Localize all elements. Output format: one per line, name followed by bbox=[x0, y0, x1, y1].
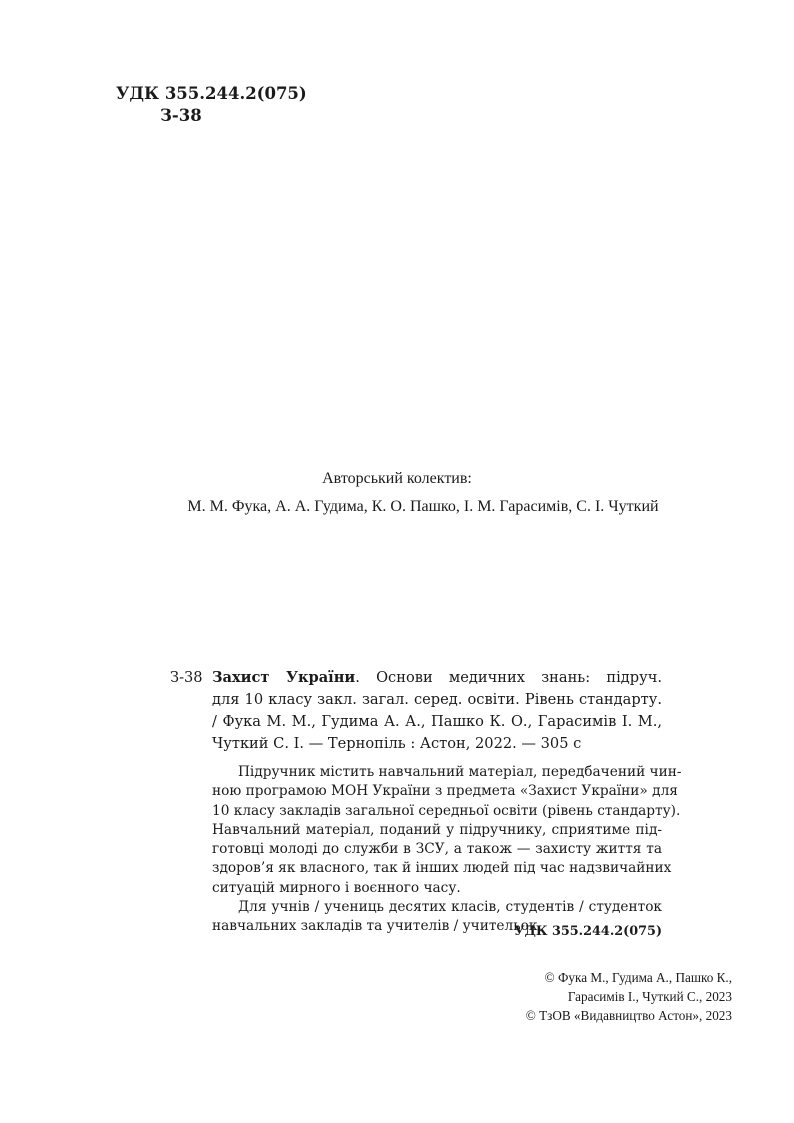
audience-line: Для учнів / учениць десятих класів, студентів / студенток bbox=[238, 899, 662, 916]
authors-names: М. М. Фука, А. А. Гудима, К. О. Пашко, І. М. Гарасимів, С. І. Чуткий bbox=[187, 498, 659, 515]
annotation-line: Навчальний матеріал, поданий у підручнику, сприятиме під- bbox=[212, 821, 662, 838]
biblio-line: для 10 класу закл. загал. серед. освіти. Рівень стандарту. bbox=[212, 691, 662, 708]
annotation-line: 10 класу закладів загальної середньої освіти (рівень стандарту). bbox=[212, 802, 681, 819]
annotation-line: здоров’я як власного, так й інших людей під час надзвичайних bbox=[212, 860, 672, 877]
annotation-line: ною програмою МОН України з предмета «Захист України» для bbox=[212, 783, 678, 800]
book-title: Захист України bbox=[212, 669, 356, 686]
copyright-authors: © Фука М., Гудима А., Пашко К., bbox=[544, 970, 732, 985]
biblio-line: Захист України. Основи медичних знань: підруч. bbox=[212, 669, 662, 686]
audience-line: навчальних закладів та учителів / учительок. bbox=[212, 918, 542, 935]
authors-heading: Авторський колектив: bbox=[322, 470, 472, 487]
annotation-line: Підручник містить навчальний матеріал, передбачений чин- bbox=[238, 764, 682, 780]
biblio-line: / Фука М. М., Гудима А. А., Пашко К. О., Гарасимів І. М., bbox=[212, 713, 662, 730]
bibliographic-record bbox=[212, 667, 662, 755]
annotation-line: готовці молоді до служби в ЗСУ, а також — захисту життя та bbox=[212, 841, 662, 858]
biblio-author-mark: З-38 bbox=[170, 669, 203, 686]
udk-footer: УДК 355.244.2(075) bbox=[514, 924, 662, 939]
author-mark: З-38 bbox=[160, 106, 202, 125]
copyright-publisher: © ТзОВ «Видавництво Астон», 2023 bbox=[525, 1008, 732, 1023]
annotation-line: ситуацій мирного і воєнного часу. bbox=[212, 879, 461, 896]
annotation bbox=[212, 763, 682, 937]
udk-header bbox=[116, 83, 307, 127]
copyright-block bbox=[380, 968, 732, 1025]
copyright-authors-cont: Гарасимів І., Чуткий С., 2023 bbox=[567, 989, 732, 1004]
biblio-line: Чуткий С. І. — Тернопіль : Астон, 2022. — 305 с bbox=[212, 735, 582, 752]
udk-code: УДК 355.244.2(075) bbox=[116, 84, 307, 103]
